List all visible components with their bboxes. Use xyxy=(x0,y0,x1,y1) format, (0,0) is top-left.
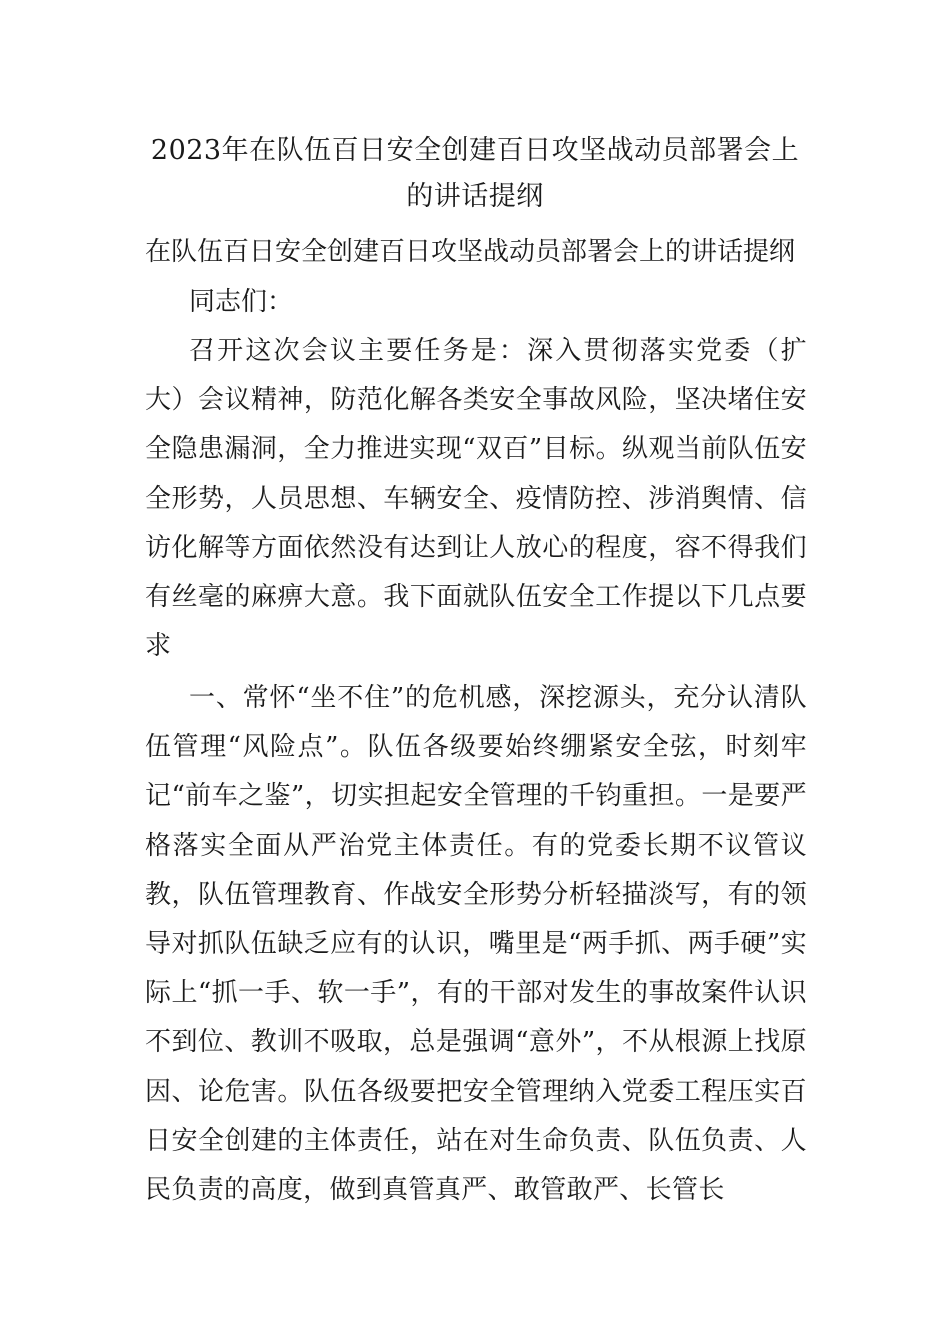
document-title: 2023年在队伍百日安全创建百日攻坚战动员部署会上的讲话提纲 xyxy=(150,135,800,212)
paragraph-intro: 召开这次会议主要任务是：深入贯彻落实党委（扩大）会议精神，防范化解各类安全事故风险，坚决堵住安全隐患漏洞，全力推进实现“双百”目标。纵观当前队伍安全形势，人员思想、车辆安全、疫情防控、涉消舆情、信访化解等方面依然没有达到让人放心的程度，容不得我们有丝毫的麻痹大意。我下面就队伍安全工作提以下几点要求 xyxy=(145,336,807,662)
paragraph-section-one: 一、常怀“坐不住”的危机感，深挖源头，充分认清队伍管理“风险点”。队伍各级要始终绷紧安全弦，时刻牢记“前车之鉴”，切实担起安全管理的千钧重担。一是要严格落实全面从严治党主体责任。有的党委长期不议管议教，队伍管理教育、作战安全形势分析轻描淡写，有的领导对抓队伍缺乏应有的认识，嘴里是“两手抓、两手硬”实际上“抓一手、软一手”，有的干部对发生的事故案件认识不到位、教训不吸取，总是强调“意外”，不从根源上找原因、论危害。队伍各级要把安全管理纳入党委工程压实百日安全创建的主体责任，站在对生命负责、队伍负责、人民负责的高度，做到真管真严、敢管敢严、长管长 xyxy=(145,683,807,1206)
greeting: 同志们： xyxy=(189,287,294,317)
document-subtitle: 在队伍百日安全创建百日攻坚战动员部署会上的讲话提纲 xyxy=(145,237,796,267)
